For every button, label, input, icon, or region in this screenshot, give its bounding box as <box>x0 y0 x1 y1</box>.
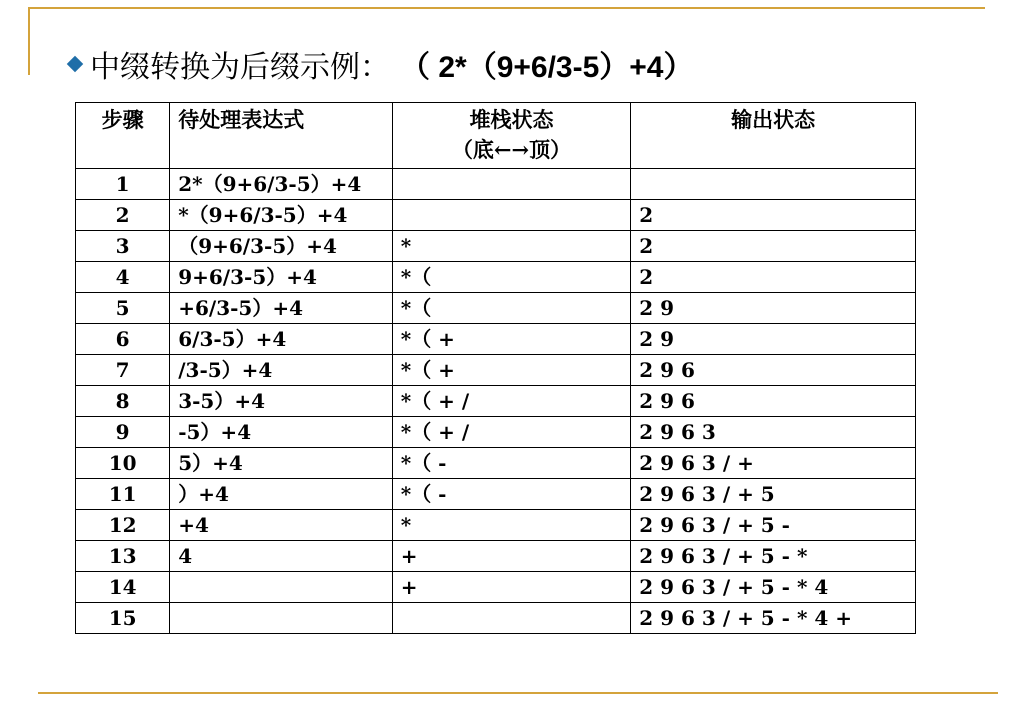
expression-cell: ）+4 <box>170 479 393 510</box>
header-output: 输出状态 <box>631 103 916 169</box>
output-cell: 2 9 6 3 / + 5 - * 4 + <box>631 603 916 634</box>
table-row <box>76 386 916 417</box>
stack-cell: *（ + / <box>392 417 631 448</box>
step-cell: 3 <box>76 231 170 262</box>
stack-cell: + <box>392 541 631 572</box>
header-stack-sub: （底←→顶） <box>451 137 572 162</box>
step-cell: 7 <box>76 355 170 386</box>
title-label: 中缀转换为后缀示例： <box>90 50 390 85</box>
expression-cell: 4 <box>170 541 393 572</box>
stack-cell: *（ + <box>392 355 631 386</box>
top-divider <box>30 7 985 9</box>
table-row <box>76 448 916 479</box>
header-stack <box>392 103 631 169</box>
step-cell: 8 <box>76 386 170 417</box>
stack-cell <box>392 169 631 200</box>
header-expression: 待处理表达式 <box>170 103 393 169</box>
table-row <box>76 417 916 448</box>
title-expression: （ 2*（9+6/3-5）+4） <box>400 51 694 84</box>
expression-cell: +4 <box>170 510 393 541</box>
output-cell: 2 9 6 <box>631 355 916 386</box>
output-cell <box>631 169 916 200</box>
stack-cell: *（ + / <box>392 386 631 417</box>
step-cell: 6 <box>76 324 170 355</box>
step-cell: 11 <box>76 479 170 510</box>
table-header-row <box>76 103 916 169</box>
expression-cell: *（9+6/3-5）+4 <box>170 200 393 231</box>
step-cell: 14 <box>76 572 170 603</box>
table-row <box>76 479 916 510</box>
output-cell: 2 9 6 <box>631 386 916 417</box>
table-row <box>76 262 916 293</box>
output-cell: 2 9 6 3 <box>631 417 916 448</box>
header-stack-label: 堆栈状态 <box>469 107 554 132</box>
step-cell: 2 <box>76 200 170 231</box>
table-row <box>76 293 916 324</box>
table-row <box>76 355 916 386</box>
table-row <box>76 572 916 603</box>
table-row <box>76 541 916 572</box>
left-divider <box>28 7 30 75</box>
step-cell: 13 <box>76 541 170 572</box>
output-cell: 2 <box>631 200 916 231</box>
stack-cell: *（ <box>392 262 631 293</box>
output-cell: 2 <box>631 231 916 262</box>
stack-cell: * <box>392 510 631 541</box>
output-cell: 2 9 6 3 / + <box>631 448 916 479</box>
expression-cell: 3-5）+4 <box>170 386 393 417</box>
stack-cell <box>392 200 631 231</box>
stack-cell: + <box>392 572 631 603</box>
table-row <box>76 324 916 355</box>
table-row <box>76 200 916 231</box>
step-cell: 12 <box>76 510 170 541</box>
slide-title <box>68 42 693 86</box>
output-cell: 2 9 <box>631 293 916 324</box>
expression-cell: +6/3-5）+4 <box>170 293 393 324</box>
expression-cell: 6/3-5）+4 <box>170 324 393 355</box>
stack-cell: *（ - <box>392 448 631 479</box>
table-row <box>76 231 916 262</box>
output-cell: 2 9 6 3 / + 5 - <box>631 510 916 541</box>
conversion-table <box>75 102 916 634</box>
expression-cell <box>170 603 393 634</box>
step-cell: 10 <box>76 448 170 479</box>
table-row <box>76 510 916 541</box>
stack-cell <box>392 603 631 634</box>
expression-cell: （9+6/3-5）+4 <box>170 231 393 262</box>
stack-cell: * <box>392 231 631 262</box>
expression-cell: -5）+4 <box>170 417 393 448</box>
output-cell: 2 9 6 3 / + 5 - * 4 <box>631 572 916 603</box>
table-row <box>76 169 916 200</box>
step-cell: 9 <box>76 417 170 448</box>
step-cell: 15 <box>76 603 170 634</box>
output-cell: 2 9 <box>631 324 916 355</box>
expression-cell: /3-5）+4 <box>170 355 393 386</box>
stack-cell: *（ + <box>392 324 631 355</box>
stack-cell: *（ - <box>392 479 631 510</box>
output-cell: 2 <box>631 262 916 293</box>
output-cell: 2 9 6 3 / + 5 - * <box>631 541 916 572</box>
step-cell: 5 <box>76 293 170 324</box>
step-cell: 1 <box>76 169 170 200</box>
expression-cell: 9+6/3-5）+4 <box>170 262 393 293</box>
expression-cell: 2*（9+6/3-5）+4 <box>170 169 393 200</box>
stack-cell: *（ <box>392 293 631 324</box>
table-row <box>76 603 916 634</box>
bottom-divider <box>38 692 998 694</box>
header-step: 步骤 <box>76 103 170 169</box>
table-body <box>76 169 916 634</box>
expression-cell <box>170 572 393 603</box>
step-cell: 4 <box>76 262 170 293</box>
diamond-cluster-icon <box>68 57 82 71</box>
output-cell: 2 9 6 3 / + 5 <box>631 479 916 510</box>
expression-cell: 5）+4 <box>170 448 393 479</box>
